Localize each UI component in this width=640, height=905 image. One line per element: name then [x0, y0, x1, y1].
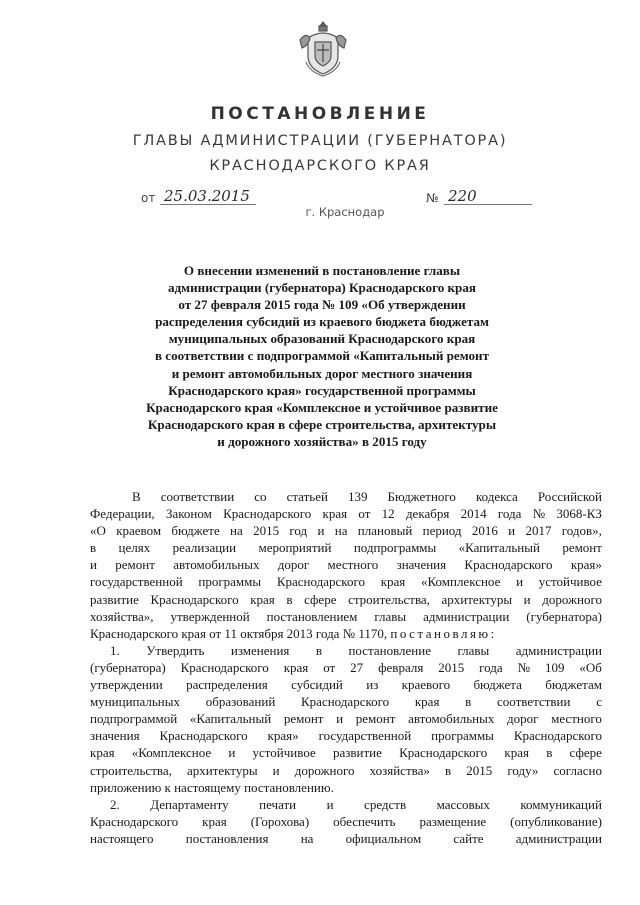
- body-line: (губернатора) Краснодарского края от 27 февраля 2015 года № 109 «Об: [90, 659, 602, 675]
- issuer-heading: ГЛАВЫ АДМИНИСТРАЦИИ (ГУБЕРНАТОРА): [132, 133, 508, 149]
- body-line: строительства, архитектуры и дорожного хозяйства» в 2015 году» согласно: [90, 762, 602, 778]
- region-heading: КРАСНОДАРСКОГО КРАЯ: [209, 158, 431, 174]
- decree-keyword: постановляю:: [390, 625, 497, 641]
- body-line: в целях реализации мероприятий подпрограммы «Капитальный ремонт: [90, 540, 602, 556]
- body-line: Федерации, Законом Краснодарского края от 12 декабря 2014 года № 3068-КЗ: [90, 506, 602, 522]
- date-label: от: [141, 191, 156, 205]
- handwritten-number: 220: [444, 188, 532, 205]
- body-line: Краснодарского края (Горохова) обеспечить размещение (опубликование): [90, 813, 602, 829]
- body-line: 1. Утвердить изменения в постановление главы администрации: [110, 642, 602, 658]
- title-line: и дорожного хозяйства» в 2015 году: [217, 433, 427, 449]
- document-title: [120, 262, 524, 450]
- body-line: приложению к настоящему постановлению.: [90, 779, 334, 795]
- body-line: утверждении распределения субсидий из краевого бюджета бюджетам: [90, 677, 602, 693]
- title-line: и ремонт автомобильных дорог местного значения: [171, 365, 473, 381]
- coat-of-arms-emblem: [298, 18, 348, 78]
- title-line: Краснодарского края в сфере строительства, архитектуры: [147, 416, 497, 432]
- title-line: распределения субсидий из краевого бюджета бюджетам: [155, 314, 489, 330]
- body-line: и ремонт автомобильных дорог местного значения Краснодарского края»: [90, 557, 602, 573]
- title-line: от 27 февраля 2015 года № 109 «Об утверждении: [178, 297, 466, 313]
- document-body: [90, 488, 602, 847]
- handwritten-date: 25.03.2015: [160, 188, 256, 205]
- body-line: настоящего постановления на официальном сайте администрации: [90, 830, 602, 846]
- body-line: края «Комплексное и устойчивое развитие Краснодарского края в сфере: [90, 745, 602, 761]
- body-line: В соответствии со статьей 139 Бюджетного кодекса Российской: [132, 489, 602, 504]
- document-type-heading: ПОСТАНОВЛЕНИЕ: [210, 104, 430, 124]
- body-line: подпрограммой «Капитальный ремонт и ремонт автомобильных дорог местного: [90, 711, 602, 727]
- city-label: г. Краснодар: [305, 205, 385, 219]
- title-line: Краснодарского края» государственной программы: [168, 382, 476, 398]
- body-line: развитие Краснодарского края в сфере строительства, архитектуры и дорожного: [90, 591, 602, 607]
- body-line: муниципальных образований Краснодарского края в соответствии с: [90, 694, 602, 710]
- body-line: значения Краснодарского края» государственной программы Краснодарского: [90, 728, 602, 744]
- body-line: хозяйства», утвержденной постановлением главы администрации (губернатора): [90, 608, 602, 624]
- title-line: администрации (губернатора) Краснодарского края: [168, 280, 476, 296]
- body-line: [90, 625, 602, 642]
- title-line: в соответствии с подпрограммой «Капитальный ремонт: [154, 348, 490, 364]
- number-label: №: [426, 191, 439, 205]
- title-line: муниципальных образований Краснодарского края: [168, 331, 476, 347]
- body-line: 2. Департаменту печати и средств массовых коммуникаций: [110, 796, 602, 812]
- body-line-text: Краснодарского края от 11 октября 2013 года № 1170,: [90, 625, 388, 641]
- title-line: О внесении изменений в постановление главы: [183, 263, 461, 278]
- body-line: «О краевом бюджете на 2015 год и на плановый период 2016 и 2017 годов»,: [90, 523, 602, 539]
- title-line: Краснодарского края «Комплексное и устойчивое развитие: [146, 399, 498, 415]
- body-line: государственной программы Краснодарского края «Комплексное и устойчивое: [90, 574, 602, 590]
